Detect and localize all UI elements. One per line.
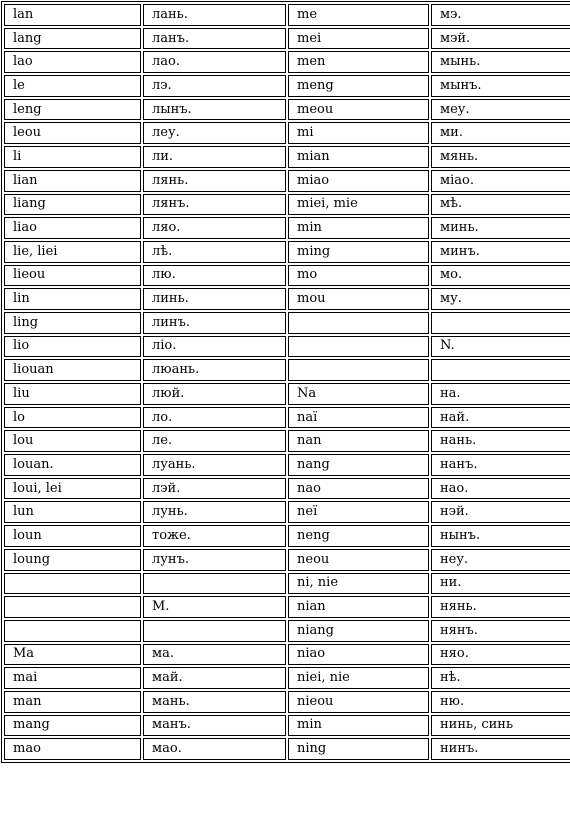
cyrillic-syllable-cell: линь.: [143, 288, 286, 310]
cyrillic-syllable-cell: нинь, синь: [431, 715, 570, 737]
cyrillic-syllable-cell: міао.: [431, 170, 570, 192]
cyrillic-syllable-cell: M.: [143, 596, 286, 618]
table-row: [4, 573, 570, 595]
latin-syllable-cell: nang: [288, 454, 429, 476]
cyrillic-syllable-cell: мянь.: [431, 146, 570, 168]
table-row: [4, 99, 570, 121]
table-row: [4, 28, 570, 50]
latin-syllable-cell: meng: [288, 75, 429, 97]
latin-syllable-cell: naï: [288, 407, 429, 429]
latin-syllable-cell: Ma: [4, 644, 141, 666]
latin-syllable-cell: lo: [4, 407, 141, 429]
table-row: [4, 51, 570, 73]
latin-syllable-cell: niei, nie: [288, 667, 429, 689]
cyrillic-syllable-cell: нэй.: [431, 501, 570, 523]
cyrillic-syllable-cell: лунь.: [143, 501, 286, 523]
cyrillic-syllable-cell: лянъ.: [143, 194, 286, 216]
latin-syllable-cell: leou: [4, 122, 141, 144]
latin-syllable-cell: lio: [4, 336, 141, 358]
table-row: [4, 620, 570, 642]
table-row: [4, 146, 570, 168]
latin-syllable-cell: [4, 596, 141, 618]
latin-syllable-cell: mei: [288, 28, 429, 50]
table-row: [4, 288, 570, 310]
latin-syllable-cell: men: [288, 51, 429, 73]
latin-syllable-cell: meou: [288, 99, 429, 121]
table-row: [4, 170, 570, 192]
cyrillic-syllable-cell: нянь.: [431, 596, 570, 618]
cyrillic-syllable-cell: нынъ.: [431, 525, 570, 547]
latin-syllable-cell: min: [288, 217, 429, 239]
cyrillic-syllable-cell: ле.: [143, 430, 286, 452]
cyrillic-syllable-cell: лынъ.: [143, 99, 286, 121]
cyrillic-syllable-cell: лю.: [143, 265, 286, 287]
latin-syllable-cell: mang: [4, 715, 141, 737]
cyrillic-syllable-cell: ліо.: [143, 336, 286, 358]
cyrillic-syllable-cell: мѣ.: [431, 194, 570, 216]
latin-syllable-cell: lieou: [4, 265, 141, 287]
table-row: [4, 336, 570, 358]
latin-syllable-cell: lan: [4, 4, 141, 26]
cyrillic-syllable-cell: манъ.: [143, 715, 286, 737]
latin-syllable-cell: neng: [288, 525, 429, 547]
cyrillic-syllable-cell: му.: [431, 288, 570, 310]
latin-syllable-cell: lun: [4, 501, 141, 523]
table-row: [4, 312, 570, 334]
table-row: [4, 478, 570, 500]
latin-syllable-cell: me: [288, 4, 429, 26]
cyrillic-syllable-cell: тоже.: [143, 525, 286, 547]
cyrillic-syllable-cell: мынь.: [431, 51, 570, 73]
latin-syllable-cell: miei, mie: [288, 194, 429, 216]
latin-syllable-cell: [4, 573, 141, 595]
cyrillic-syllable-cell: ли.: [143, 146, 286, 168]
cyrillic-syllable-cell: линъ.: [143, 312, 286, 334]
table-row: [4, 265, 570, 287]
cyrillic-syllable-cell: нанъ.: [431, 454, 570, 476]
cyrillic-syllable-cell: лань.: [143, 4, 286, 26]
latin-syllable-cell: lie, liei: [4, 241, 141, 263]
latin-syllable-cell: mai: [4, 667, 141, 689]
cyrillic-syllable-cell: май.: [143, 667, 286, 689]
table-row: [4, 596, 570, 618]
latin-syllable-cell: mi: [288, 122, 429, 144]
table-row: [4, 407, 570, 429]
cyrillic-syllable-cell: неу.: [431, 549, 570, 571]
latin-syllable-cell: leng: [4, 99, 141, 121]
transliteration-table: [1, 1, 570, 763]
table-row: [4, 430, 570, 452]
latin-syllable-cell: [4, 620, 141, 642]
latin-syllable-cell: loui, lei: [4, 478, 141, 500]
latin-syllable-cell: man: [4, 691, 141, 713]
latin-syllable-cell: Na: [288, 383, 429, 405]
latin-syllable-cell: lao: [4, 51, 141, 73]
latin-syllable-cell: nan: [288, 430, 429, 452]
latin-syllable-cell: neou: [288, 549, 429, 571]
cyrillic-syllable-cell: ми.: [431, 122, 570, 144]
latin-syllable-cell: le: [4, 75, 141, 97]
table-row: [4, 691, 570, 713]
table-row: [4, 4, 570, 26]
latin-syllable-cell: lou: [4, 430, 141, 452]
cyrillic-syllable-cell: лянь.: [143, 170, 286, 192]
latin-syllable-cell: li: [4, 146, 141, 168]
table-row: [4, 75, 570, 97]
latin-syllable-cell: nieou: [288, 691, 429, 713]
cyrillic-syllable-cell: люй.: [143, 383, 286, 405]
table-row: [4, 715, 570, 737]
cyrillic-syllable-cell: ма.: [143, 644, 286, 666]
table-row: [4, 525, 570, 547]
table-body: [4, 4, 570, 760]
cyrillic-syllable-cell: лэй.: [143, 478, 286, 500]
latin-syllable-cell: liouan: [4, 359, 141, 381]
latin-syllable-cell: lang: [4, 28, 141, 50]
cyrillic-syllable-cell: ни.: [431, 573, 570, 595]
latin-syllable-cell: [288, 312, 429, 334]
cyrillic-syllable-cell: [143, 573, 286, 595]
cyrillic-syllable-cell: ню.: [431, 691, 570, 713]
cyrillic-syllable-cell: ланъ.: [143, 28, 286, 50]
latin-syllable-cell: mou: [288, 288, 429, 310]
table-row: [4, 549, 570, 571]
cyrillic-syllable-cell: нинъ.: [431, 738, 570, 760]
cyrillic-syllable-cell: лэ.: [143, 75, 286, 97]
cyrillic-syllable-cell: мэй.: [431, 28, 570, 50]
latin-syllable-cell: mao: [4, 738, 141, 760]
latin-syllable-cell: min: [288, 715, 429, 737]
cyrillic-syllable-cell: мао.: [143, 738, 286, 760]
cyrillic-syllable-cell: нань.: [431, 430, 570, 452]
cyrillic-syllable-cell: [431, 359, 570, 381]
cyrillic-syllable-cell: най.: [431, 407, 570, 429]
latin-syllable-cell: lian: [4, 170, 141, 192]
latin-syllable-cell: ning: [288, 738, 429, 760]
table-row: [4, 359, 570, 381]
latin-syllable-cell: liu: [4, 383, 141, 405]
cyrillic-syllable-cell: лѣ.: [143, 241, 286, 263]
cyrillic-syllable-cell: мо.: [431, 265, 570, 287]
latin-syllable-cell: [288, 336, 429, 358]
cyrillic-syllable-cell: N.: [431, 336, 570, 358]
table-row: [4, 644, 570, 666]
cyrillic-syllable-cell: [431, 312, 570, 334]
latin-syllable-cell: niao: [288, 644, 429, 666]
cyrillic-syllable-cell: лао.: [143, 51, 286, 73]
cyrillic-syllable-cell: нянъ.: [431, 620, 570, 642]
table-row: [4, 194, 570, 216]
latin-syllable-cell: miao: [288, 170, 429, 192]
latin-syllable-cell: ming: [288, 241, 429, 263]
cyrillic-syllable-cell: на.: [431, 383, 570, 405]
table-row: [4, 454, 570, 476]
table-row: [4, 667, 570, 689]
cyrillic-syllable-cell: меу.: [431, 99, 570, 121]
latin-syllable-cell: loun: [4, 525, 141, 547]
cyrillic-syllable-cell: луань.: [143, 454, 286, 476]
latin-syllable-cell: nao: [288, 478, 429, 500]
latin-syllable-cell: neï: [288, 501, 429, 523]
table-row: [4, 217, 570, 239]
cyrillic-syllable-cell: ляо.: [143, 217, 286, 239]
table-row: [4, 241, 570, 263]
cyrillic-syllable-cell: минь.: [431, 217, 570, 239]
cyrillic-syllable-cell: минъ.: [431, 241, 570, 263]
cyrillic-syllable-cell: нѣ.: [431, 667, 570, 689]
latin-syllable-cell: liao: [4, 217, 141, 239]
cyrillic-syllable-cell: леу.: [143, 122, 286, 144]
latin-syllable-cell: nian: [288, 596, 429, 618]
latin-syllable-cell: lin: [4, 288, 141, 310]
latin-syllable-cell: niang: [288, 620, 429, 642]
latin-syllable-cell: ling: [4, 312, 141, 334]
cyrillic-syllable-cell: няо.: [431, 644, 570, 666]
cyrillic-syllable-cell: лунъ.: [143, 549, 286, 571]
cyrillic-syllable-cell: люань.: [143, 359, 286, 381]
cyrillic-syllable-cell: ло.: [143, 407, 286, 429]
latin-syllable-cell: mo: [288, 265, 429, 287]
cyrillic-syllable-cell: [143, 620, 286, 642]
latin-syllable-cell: liang: [4, 194, 141, 216]
latin-syllable-cell: mian: [288, 146, 429, 168]
cyrillic-syllable-cell: мань.: [143, 691, 286, 713]
latin-syllable-cell: louan.: [4, 454, 141, 476]
cyrillic-syllable-cell: мэ.: [431, 4, 570, 26]
latin-syllable-cell: loung: [4, 549, 141, 571]
latin-syllable-cell: ni, nie: [288, 573, 429, 595]
table-row: [4, 383, 570, 405]
latin-syllable-cell: [288, 359, 429, 381]
cyrillic-syllable-cell: мынъ.: [431, 75, 570, 97]
table-row: [4, 738, 570, 760]
table-row: [4, 122, 570, 144]
table-row: [4, 501, 570, 523]
cyrillic-syllable-cell: нао.: [431, 478, 570, 500]
